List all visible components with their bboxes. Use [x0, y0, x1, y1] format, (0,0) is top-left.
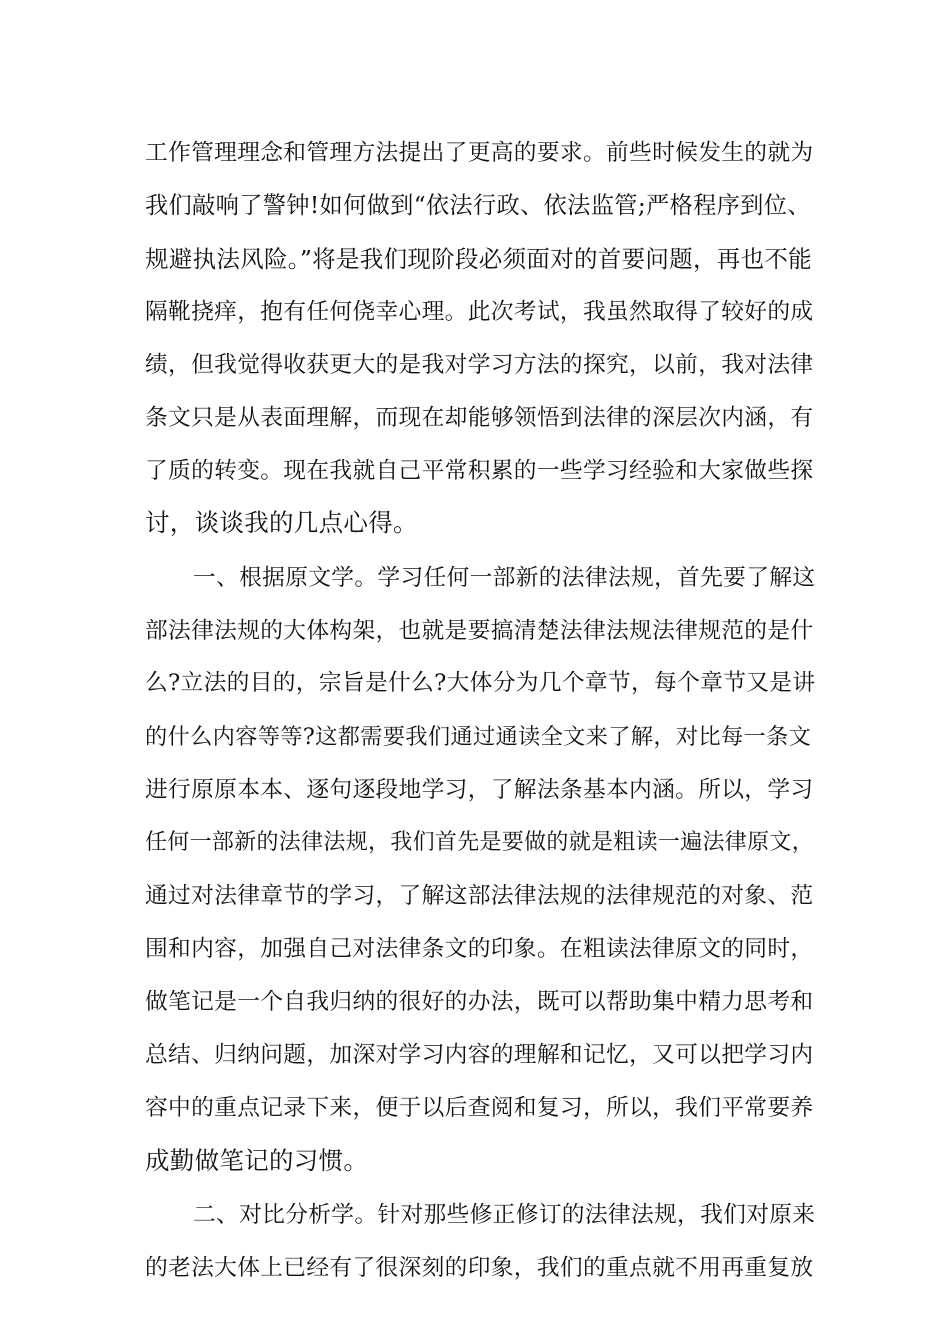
text-line: 条文只是从表面理解，而现在却能够领悟到法律的深层次内涵，有	[145, 405, 814, 431]
text-line: 工作管理理念和管理方法提出了更高的要求。前些时候发生的就为	[145, 140, 814, 166]
paragraph-first-line: 二、对比分析学。针对那些修正修订的法律法规，我们对原来	[193, 1202, 816, 1228]
text-line: 隔靴挠痒，抱有任何侥幸心理。此次考试，我虽然取得了较好的成	[145, 299, 814, 325]
text-line: 成勤做笔记的习惯。	[145, 1146, 369, 1175]
text-line: 规避执法风险。”将是我们现阶段必须面对的首要问题，再也不能	[145, 245, 812, 273]
text-line: 了质的转变。现在我就自己平常积累的一些学习经验和大家做些探	[145, 458, 814, 484]
paragraph-first-line: 一、根据原文学。学习任何一部新的法律法规，首先要了解这	[193, 565, 816, 591]
text-line: 部法律法规的大体构架，也就是要搞清楚法律法规法律规范的是什	[145, 618, 814, 644]
text-line: 任何一部新的法律法规，我们首先是要做的就是粗读一遍法律原文，	[145, 830, 815, 855]
text-line: 的什么内容等等?这都需要我们通过通读全文来了解，对比每一条文	[145, 724, 812, 750]
text-line: 绩，但我觉得收获更大的是我对学习方法的探究，以前，我对法律	[145, 352, 814, 378]
text-line: 我们敲响了警钟!如何做到“依法行政、依法监管;严格程序到位、	[145, 192, 811, 219]
text-line: 围和内容，加强自己对法律条文的印象。在粗读法律原文的同时，	[145, 936, 814, 962]
text-line: 讨，谈谈我的几点心得。	[145, 508, 418, 537]
text-line: 进行原原本本、逐句逐段地学习，了解法条基本内涵。所以，学习	[145, 777, 814, 803]
text-line: 的老法大体上已经有了很深刻的印象，我们的重点就不用再重复放	[145, 1255, 814, 1281]
text-line: 容中的重点记录下来，便于以后查阅和复习，所以，我们平常要养	[145, 1095, 814, 1121]
text-line: 么?立法的目的，宗旨是什么?大体分为几个章节，每个章节又是讲	[145, 670, 816, 696]
text-line: 做笔记是一个自我归纳的很好的办法，既可以帮助集中精力思考和	[145, 989, 814, 1015]
text-line: 通过对法律章节的学习，了解这部法律法规的法律规范的对象、范	[145, 883, 814, 909]
text-line: 总结、归纳问题，加深对学习内容的理解和记忆，又可以把学习内	[145, 1042, 814, 1068]
